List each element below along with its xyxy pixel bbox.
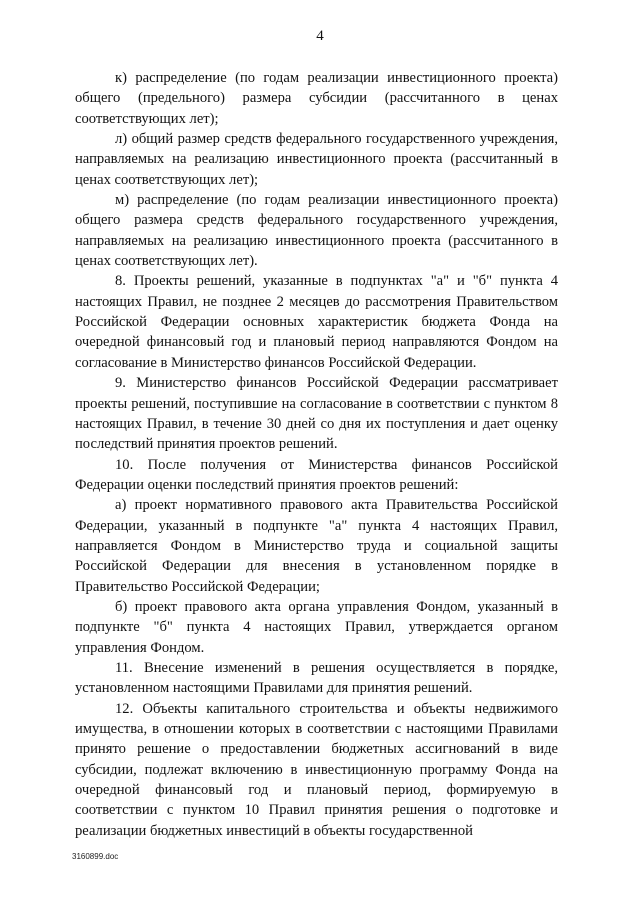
paragraph-10a: а) проект нормативного правового акта Правительства Российской Федерации, указанный в подпункте "а" пункта 4 настоящих Правил, направляется Фондом в Министерство труда и социальной защиты Российской Федерации для внесения в установленном порядке в Правительство Российской Федерации; [75, 497, 558, 595]
paragraph-k: к) распределение (по годам реализации инвестиционного проекта) общего (предельного) размера субсидии (рассчитанного в ценах соответствующих лет); [75, 70, 558, 127]
paragraph-10: 10. После получения от Министерства финансов Российской Федерации оценки последствий принятия проектов решений: [75, 456, 558, 493]
paragraph-11: 11. Внесение изменений в решения осуществляется в порядке, установленном настоящими Правилами для принятия решений. [75, 659, 558, 697]
paragraph-l: л) общий размер средств федерального государственного учреждения, направляемых на реализацию инвестиционного проекта (рассчитанный в ценах соответствующих лет); [75, 131, 558, 188]
document-body [75, 68, 558, 841]
paragraph-m: м) распределение (по годам реализации инвестиционного проекта) общего размера средств федерального государственного учреждения, направляемых на реализацию инвестиционного проекта (рассчитанного в ценах соответствующих лет). [75, 192, 558, 270]
paragraph-10b: б) проект правового акта органа управления Фондом, указанный в подпункте "б" пункта 4 настоящих Правил, утверждается органом управления Фондом. [75, 598, 558, 656]
footer-doc-code: 3160899.doc [72, 852, 119, 861]
paragraph-8: 8. Проекты решений, указанные в подпунктах "а" и "б" пункта 4 настоящих Правил, не позднее 2 месяцев до рассмотрения Правительством Российской Федерации основных характеристик бюджета Фонда на очередной финансовый год и плановый период направляются Фондом на согласование в Министерство финансов Российской Федерации. [75, 273, 558, 371]
paragraph-9: 9. Министерство финансов Российской Федерации рассматривает проекты решений, поступившие на согласование в соответствии с пунктом 8 настоящих Правил, в течение 30 дней со дня их поступления и дает оценку последствий принятия проектов решений. [75, 375, 558, 453]
page-number: 4 [316, 28, 324, 44]
paragraph-12: 12. Объекты капитального строительства и объекты недвижимого имущества, в отношении которых в соответствии с настоящими Правилами принято решение о предоставлении бюджетных ассигнований в виде субсидии, подлежат включению в инвестиционную программу Фонда на очередной финансовый год и плановый период, формируемую в соответствии с пунктом 10 Правил принятия решения о подготовке и реализации бюджетных инвестиций в объекты государственной [75, 700, 558, 839]
